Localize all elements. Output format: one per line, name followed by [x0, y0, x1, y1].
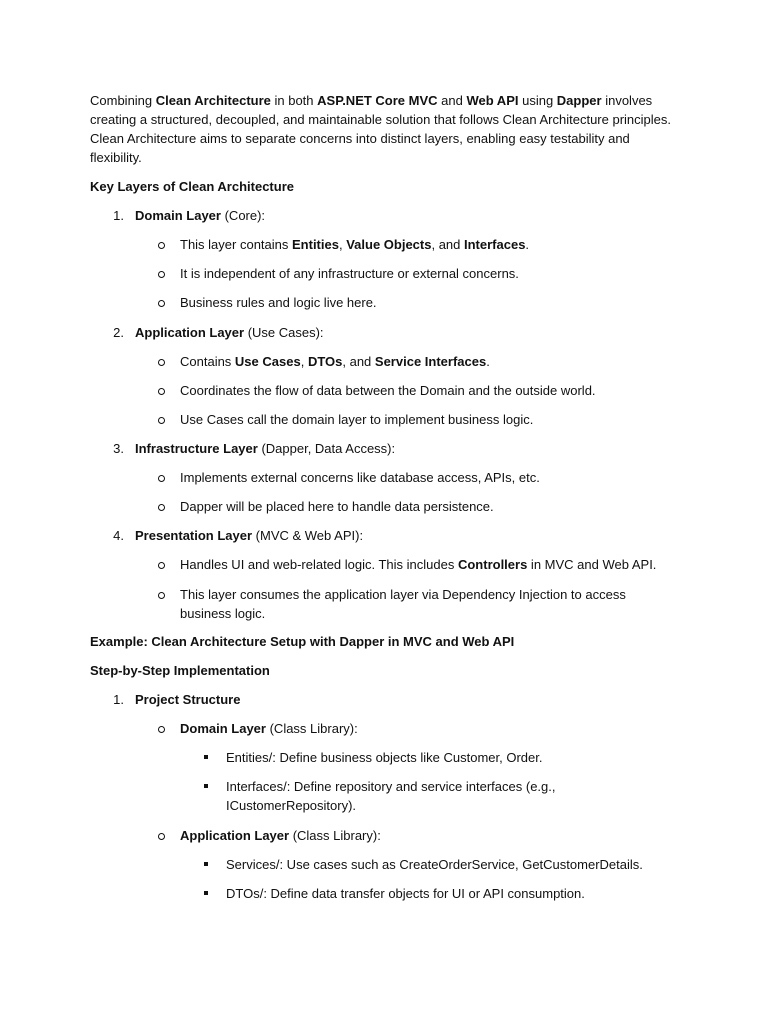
circle-bullet-icon [158, 417, 165, 424]
circle-bullet-icon [158, 592, 165, 599]
circle-bullet-icon [158, 504, 165, 511]
project-structure-title: Project Structure [135, 692, 241, 707]
list-number: 3. [113, 441, 124, 456]
circle-bullet-icon [158, 726, 165, 733]
steps-heading: Step-by-Step Implementation [90, 663, 270, 678]
layer-title: Presentation Layer [135, 528, 253, 543]
circle-bullet-icon [158, 271, 165, 278]
example-heading: Example: Clean Architecture Setup with Dapper in MVC and Web API [90, 634, 515, 649]
layer-title: Infrastructure Layer [135, 441, 258, 456]
square-bullet-icon [204, 891, 208, 895]
list-number: 4. [113, 528, 124, 543]
key-layers-heading: Key Layers of Clean Architecture [90, 179, 294, 194]
circle-bullet-icon [158, 242, 165, 249]
circle-bullet-icon [158, 833, 165, 840]
circle-bullet-icon [158, 359, 165, 366]
circle-bullet-icon [158, 388, 165, 395]
circle-bullet-icon [158, 562, 165, 569]
list-number: 1. [113, 208, 124, 223]
intro-paragraph: Combining Clean Architecture in both ASP.NET Core MVC and Web API using Dapper involves creating a structured, decoupled, and maintainable solution that follows Clean Architecture principles. Clean Architecture aims to separate concerns into distinct layers, enabling easy testability and flexibility. [90, 93, 672, 165]
circle-bullet-icon [158, 475, 165, 482]
square-bullet-icon [204, 755, 208, 759]
list-number: 2. [113, 325, 124, 340]
document-page: Combining Clean Architecture in both ASP.NET Core MVC and Web API using Dapper involves creating a structured, decoupled, and maintainable solution that follows Clean Architecture principles. Clean Architecture aims to separate concerns into distinct layers, enabling easy testability and flexibility. Key Layers of Clean Architecture 1. Domain Layer (Core): This layer contains Entities, Value Objects, and Interfaces. It is independent of any infrastructure or external concerns. Business rules and logic live here. 2. Application Layer (Use Cases): Contains Use Cases, DTOs, and Service Interfaces. Coordinates the flow of data between the Domain and the outside world. Use Cases call the domain layer to implement business logic. 3. Infrastructure Layer (Dapper, Data Access): Implements external concerns like database access, APIs, etc. Dapper will be placed here to handle data persistence. 4. Presentation Layer (MVC & Web API): Handles UI and web-related logic. This includes Controllers in MVC and Web API. This layer consumes the application layer via Dependency Injection to access business logic. Example: Clean Architecture Setup with Dapper in MVC and Web API Step-by-Step Implementation 1. Project Structure Domain Layer (Class Library): Entities/: Define business objects like Customer, Order. Interfaces/: Define repository and service interfaces (e.g., ICustomerRepository). Application Layer (Class Library): Services/: Use cases such as CreateOrderService, GetCustomerDetails. DTOs/: Define data transfer objects for UI or API consumption. [0, 0, 768, 1024]
circle-bullet-icon [158, 300, 165, 307]
square-bullet-icon [204, 784, 208, 788]
square-bullet-icon [204, 862, 208, 866]
layer-title: Domain Layer [135, 208, 221, 223]
layer-title: Application Layer [135, 325, 245, 340]
list-number: 1. [113, 692, 124, 707]
